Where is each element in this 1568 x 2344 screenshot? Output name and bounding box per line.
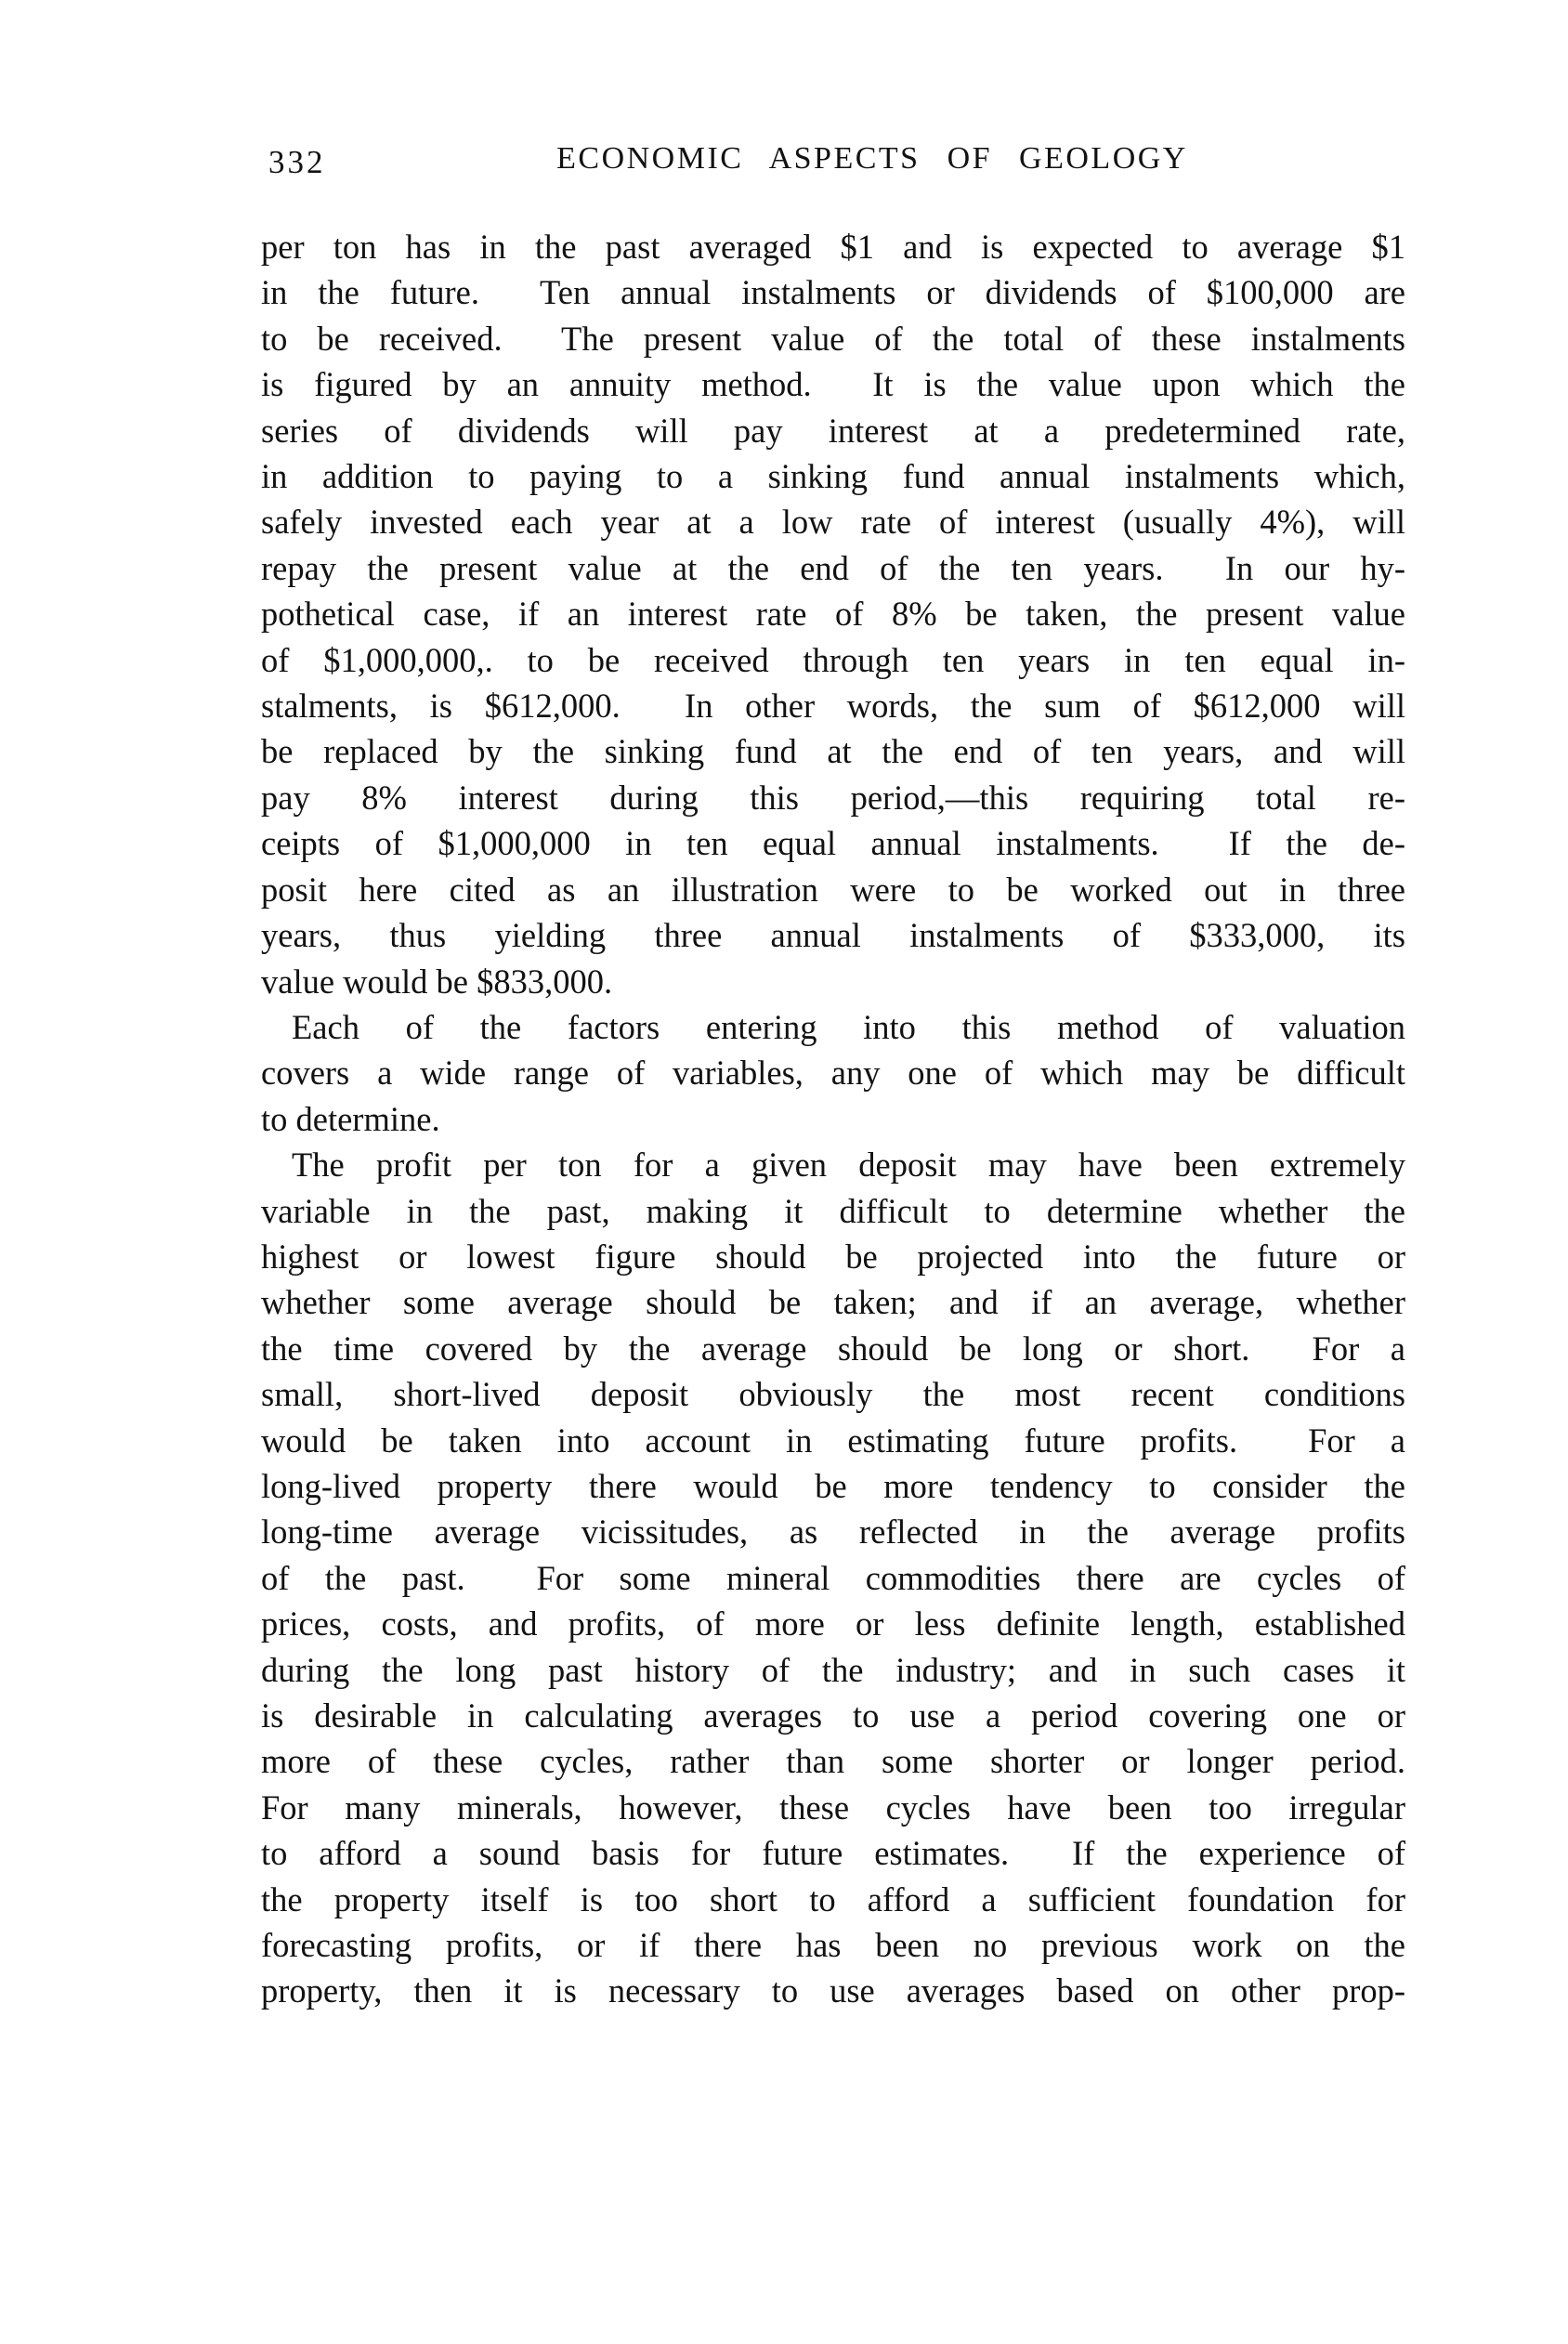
text-line: the time covered by the average should be long or short. For a: [261, 1329, 1405, 1368]
text-line: value would be $833,000.: [261, 962, 613, 1001]
text-line: of $1,000,000,. to be received through ten years in ten equal in-: [261, 640, 1405, 679]
paragraph: [261, 1004, 1405, 1142]
text-line: to afford a sound basis for future estimates. If the experience of: [261, 1834, 1405, 1873]
text-line: stalments, is $612,000. In other words, the sum of $612,000 will: [261, 687, 1405, 726]
page-number: 332: [268, 144, 326, 180]
text-line: is figured by an annuity method. It is the value upon which the: [261, 365, 1405, 404]
text-line: to be received. The present value of the total of these instalments: [261, 319, 1405, 358]
text-line: the property itself is too short to afford a sufficient foundation for: [261, 1879, 1405, 1918]
paragraph: [261, 224, 1405, 1004]
text-line: years, thus yielding three annual instalments of $333,000, its: [261, 916, 1405, 955]
text-line: series of dividends will pay interest at a predetermined rate,: [261, 411, 1405, 450]
text-line: pay 8% interest during this period,—this requiring total re-: [261, 778, 1405, 817]
text-line: highest or lowest figure should be projected into the future or: [261, 1237, 1405, 1276]
text-line: pothetical case, if an interest rate of 8% be taken, the present value: [261, 595, 1405, 634]
running-title: ECONOMIC ASPECTS OF GEOLOGY: [556, 141, 1188, 176]
text-line: whether some average should be taken; and if an average, whether: [261, 1283, 1405, 1322]
text-line: repay the present value at the end of the ten years. In our hy-: [261, 548, 1405, 587]
text-line: For many minerals, however, these cycles have been too irregular: [261, 1787, 1405, 1827]
text-line: ceipts of $1,000,000 in ten equal annual instalments. If the de-: [261, 824, 1405, 863]
text-line: more of these cycles, rather than some shorter or longer period.: [261, 1742, 1405, 1781]
text-line: long-time average vicissitudes, as reflected in the average profits: [261, 1512, 1405, 1552]
text-line: posit here cited as an illustration were to be worked out in three: [261, 870, 1405, 909]
text-line: of the past. For some mineral commodities there are cycles of: [261, 1558, 1405, 1597]
page-header: [261, 141, 1405, 190]
page-body: [261, 224, 1405, 2014]
text-line: per ton has in the past averaged $1 and is expected to average $1: [261, 228, 1405, 266]
text-line: covers a wide range of variables, any one of which may be difficult: [261, 1054, 1405, 1093]
paragraph: [261, 1142, 1405, 2014]
text-line: forecasting profits, or if there has been no previous work on the: [261, 1926, 1405, 1965]
text-line: The profit per ton for a given deposit may have been extremely: [292, 1146, 1405, 1185]
text-line: safely invested each year at a low rate of interest (usually 4%), will: [261, 503, 1405, 542]
text-line: prices, costs, and profits, of more or less definite length, established: [261, 1604, 1405, 1643]
text-line: property, then it is necessary to use averages based on other prop-: [261, 1971, 1405, 2010]
text-line: during the long past history of the industry; and in such cases it: [261, 1650, 1405, 1689]
text-line: is desirable in calculating averages to use a period covering one or: [261, 1696, 1405, 1735]
text-line: in addition to paying to a sinking fund annual instalments which,: [261, 457, 1405, 496]
text-line: would be taken into account in estimating future profits. For a: [261, 1421, 1405, 1460]
text-line: in the future. Ten annual instalments or dividends of $100,000 are: [261, 273, 1405, 312]
text-line: small, short-lived deposit obviously the most recent conditions: [261, 1375, 1405, 1414]
text-line: variable in the past, making it difficult to determine whether the: [261, 1191, 1405, 1230]
text-line: Each of the factors entering into this method of valuation: [292, 1007, 1405, 1046]
text-line: to determine.: [261, 1099, 440, 1138]
text-line: long-lived property there would be more tendency to consider the: [261, 1466, 1405, 1505]
text-line: be replaced by the sinking fund at the end of ten years, and will: [261, 732, 1405, 771]
